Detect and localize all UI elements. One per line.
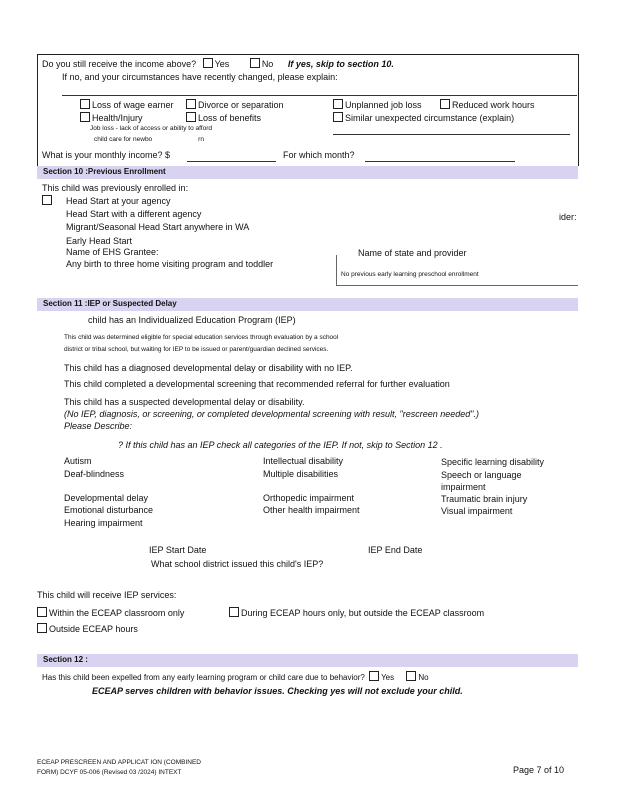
job-loss-note-1: Job loss - lack of access or ability to afford bbox=[90, 125, 212, 132]
during-option[interactable] bbox=[229, 607, 484, 618]
footer-line-2: FORM) DCYF 05-006 (Revised 03 /2024) INTEXT bbox=[37, 769, 182, 776]
outside-label: Outside ECEAP hours bbox=[49, 624, 138, 634]
footer-line-1: ECEAP PRESCREEN AND APPLICAT ION (COMBINED bbox=[37, 759, 201, 766]
reduced-checkbox[interactable] bbox=[440, 99, 450, 109]
suspected-note: (No IEP, diagnosis, or screening, or completed developmental screening with result, "rescreen needed".) bbox=[64, 409, 479, 419]
provider-fragment: ider: bbox=[559, 212, 577, 222]
opt-loss-benefits[interactable] bbox=[186, 112, 261, 123]
within-option[interactable] bbox=[37, 607, 184, 618]
opt-reduced[interactable] bbox=[440, 99, 535, 110]
cat-emotional: Emotional disturbance bbox=[64, 505, 154, 515]
job-loss-note-2-text: child care for newbo bbox=[94, 136, 153, 143]
loss-benefits-checkbox[interactable] bbox=[186, 112, 196, 122]
top-box-border-right bbox=[578, 54, 579, 166]
within-label: Within the ECEAP classroom only bbox=[49, 608, 185, 618]
receive-services-label: This child will receive IEP services: bbox=[37, 590, 177, 600]
school-district-label: What school district issued this child's IEP? bbox=[151, 559, 324, 569]
income-no-checkbox[interactable] bbox=[250, 58, 260, 68]
please-describe-label: Please Describe: bbox=[64, 421, 133, 431]
opt-health[interactable] bbox=[80, 112, 143, 123]
hs-agency-option[interactable] bbox=[42, 195, 171, 206]
suspected-label: This child has a suspected developmental delay or disability. bbox=[64, 397, 305, 407]
section-10-bottom-line bbox=[336, 285, 578, 286]
section-11-title: Section 11 :IEP or Suspected Delay bbox=[43, 299, 177, 308]
cat-multiple: Multiple disabilities bbox=[263, 469, 339, 479]
cat-otherhealth: Other health impairment bbox=[263, 505, 360, 515]
unplanned-checkbox[interactable] bbox=[333, 99, 343, 109]
cat-speech-2: impairment bbox=[441, 482, 486, 492]
section-12-title: Section 12 : bbox=[43, 655, 88, 664]
job-loss-note-3-text: rn bbox=[198, 136, 204, 143]
cat-devdelay: Developmental delay bbox=[64, 493, 149, 503]
top-box-border-left bbox=[37, 54, 38, 166]
divorce-checkbox[interactable] bbox=[186, 99, 196, 109]
section-10-header bbox=[37, 166, 578, 179]
expelled-no-checkbox[interactable] bbox=[406, 671, 416, 681]
has-iep-label: child has an Individualized Education Program (IEP) bbox=[88, 315, 296, 325]
during-label: During ECEAP hours only, but outside the ECEAP classroom bbox=[241, 608, 485, 618]
expelled-yes-checkbox[interactable] bbox=[369, 671, 379, 681]
similar-label: Similar unexpected circumstance (explain) bbox=[345, 113, 515, 123]
completed-screening-label: This child completed a developmental screening that recommended referral for further evaluation bbox=[64, 379, 450, 389]
income-question-row bbox=[42, 58, 394, 69]
check-all-note: ? If this child has an IEP check all categories of the IEP. If not, skip to Section 12 . bbox=[118, 440, 443, 450]
hs-agency-checkbox[interactable] bbox=[42, 195, 52, 205]
monthly-income-line[interactable] bbox=[187, 161, 276, 162]
opt-unplanned[interactable] bbox=[333, 99, 422, 110]
health-label: Health/Injury bbox=[92, 113, 143, 123]
expelled-no-label: No bbox=[418, 673, 429, 682]
ehs-label: Early Head Start bbox=[66, 236, 133, 246]
cat-hearing: Hearing impairment bbox=[64, 518, 143, 528]
section-12-header bbox=[37, 654, 578, 667]
cat-intellectual: Intellectual disability bbox=[263, 456, 344, 466]
migrant-label: Migrant/Seasonal Head Start anywhere in WA bbox=[66, 222, 250, 232]
opt-divorce[interactable] bbox=[186, 99, 284, 110]
section-11-header bbox=[37, 298, 578, 311]
diagnosed-label: This child has a diagnosed developmental delay or disability with no IEP. bbox=[64, 363, 353, 373]
opt-loss-wage[interactable] bbox=[80, 99, 174, 110]
loss-wage-checkbox[interactable] bbox=[80, 99, 90, 109]
within-checkbox[interactable] bbox=[37, 607, 47, 617]
income-yes-label: Yes bbox=[214, 59, 230, 69]
behavior-note: ECEAP serves children with behavior issues. Checking yes will not exclude your child. bbox=[92, 686, 463, 696]
cat-tbi: Traumatic brain injury bbox=[441, 494, 528, 504]
hs-agency-label: Head Start at your agency bbox=[66, 196, 171, 206]
cat-ortho: Orthopedic impairment bbox=[263, 493, 355, 503]
section-10-divider bbox=[336, 255, 337, 285]
ehs-grantee-label: Name of EHS Grantee: bbox=[66, 247, 159, 257]
similar-checkbox[interactable] bbox=[333, 112, 343, 122]
loss-benefits-label: Loss of benefits bbox=[198, 113, 262, 123]
previously-enrolled-label: This child was previously enrolled in: bbox=[42, 183, 189, 193]
iep-start-label: IEP Start Date bbox=[149, 545, 207, 555]
determined-line-1: This child was determined eligible for special education services through evaluation by a school bbox=[64, 334, 339, 341]
no-previous-label: No previous early learning preschool enrollment bbox=[341, 271, 479, 278]
outside-option[interactable] bbox=[37, 623, 138, 634]
opt-similar[interactable] bbox=[333, 112, 514, 123]
changed-explain-label: If no, and your circumstances have recently changed, please explain: bbox=[62, 72, 338, 82]
cat-visual: Visual impairment bbox=[441, 506, 513, 516]
during-checkbox[interactable] bbox=[229, 607, 239, 617]
expelled-question-row bbox=[42, 671, 429, 682]
cat-specific: Specific learning disability bbox=[441, 457, 545, 467]
outside-checkbox[interactable] bbox=[37, 623, 47, 633]
birth-three-label: Any birth to three home visiting program and toddler bbox=[66, 259, 274, 269]
determined-line-2: district or tribal school, but waiting for IEP to be issued or parent/guardian declined services. bbox=[64, 346, 329, 353]
expelled-question: Has this child been expelled from any early learning program or child care due to behavior? bbox=[42, 673, 365, 682]
income-question: Do you still receive the income above? bbox=[42, 59, 197, 69]
cat-autism: Autism bbox=[64, 456, 92, 466]
section-10-title: Section 10 :Previous Enrollment bbox=[43, 167, 166, 176]
which-month-line[interactable] bbox=[365, 161, 515, 162]
income-yes-checkbox[interactable] bbox=[203, 58, 213, 68]
state-provider-label: Name of state and provider bbox=[358, 248, 467, 258]
income-no-label: No bbox=[261, 59, 274, 69]
health-checkbox[interactable] bbox=[80, 112, 90, 122]
reduced-label: Reduced work hours bbox=[452, 100, 535, 110]
divorce-label: Divorce or separation bbox=[198, 100, 284, 110]
hs-different-label: Head Start with a different agency bbox=[66, 209, 202, 219]
expelled-yes-label: Yes bbox=[381, 673, 395, 682]
top-box-border-top bbox=[37, 54, 578, 55]
similar-explain-line[interactable] bbox=[333, 134, 570, 135]
page-number: Page 7 of 10 bbox=[513, 765, 565, 775]
skip-note: If yes, skip to section 10. bbox=[287, 59, 394, 69]
cat-speech-1: Speech or language bbox=[441, 470, 522, 480]
which-month-label: For which month? bbox=[283, 150, 355, 160]
unplanned-label: Unplanned job loss bbox=[345, 100, 422, 110]
monthly-income-label: What is your monthly income? $ bbox=[42, 150, 171, 160]
loss-wage-label: Loss of wage earner bbox=[92, 100, 174, 110]
iep-end-label: IEP End Date bbox=[368, 545, 423, 555]
explain-line[interactable] bbox=[62, 95, 577, 96]
job-loss-note-2 bbox=[94, 136, 204, 143]
cat-deafblind: Deaf-blindness bbox=[64, 469, 125, 479]
